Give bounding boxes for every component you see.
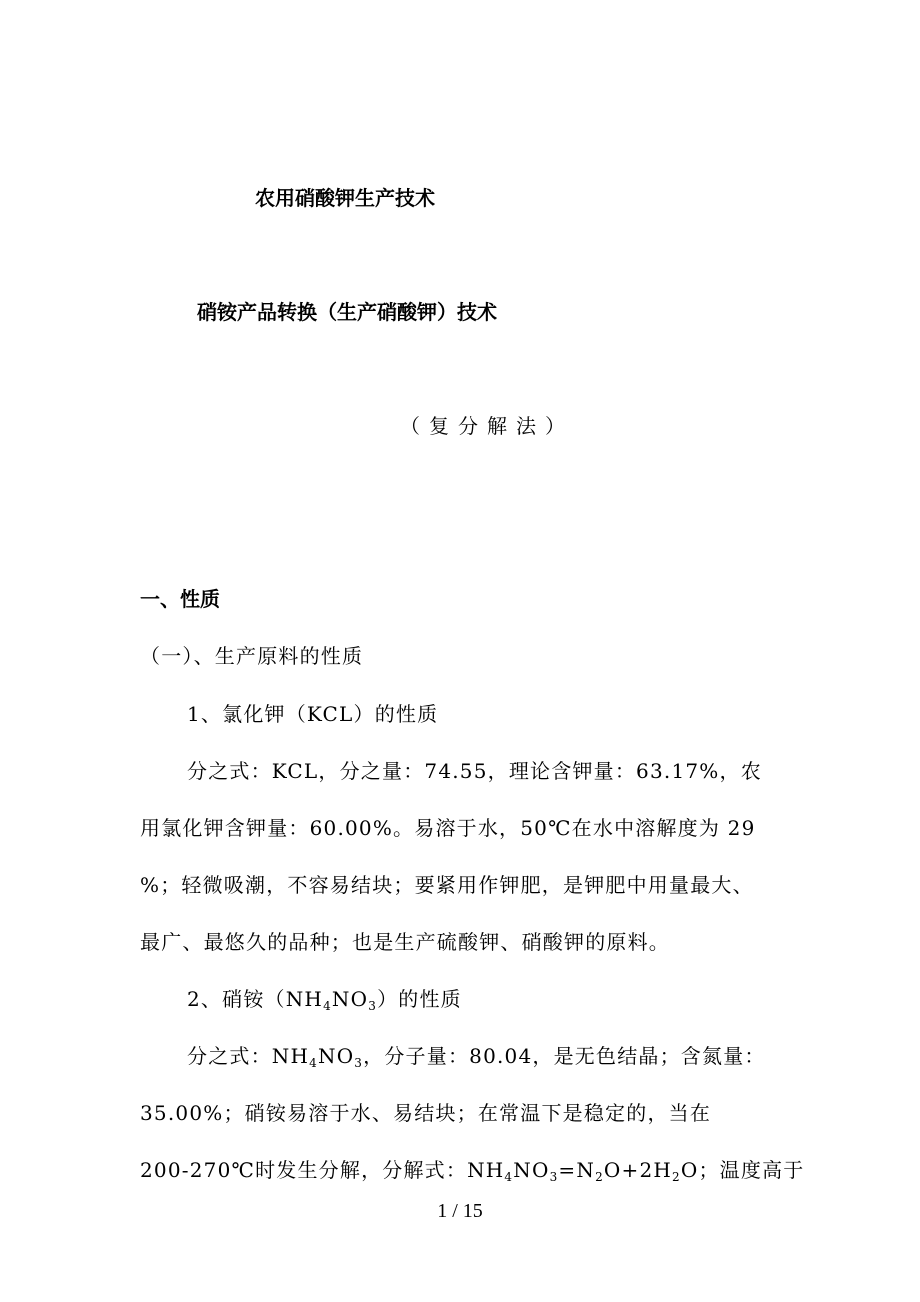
item-2-title: 2、硝铵$(NH_4NO_3)$的性质 (187, 987, 462, 1013)
item-2-paragraph-line-3: 200-270℃时发生分解，分解式：$NH_4NO_3=N_2O+2H_2O$；温度高于 (140, 1158, 805, 1184)
page-number: 1 / 15 (437, 1200, 483, 1222)
subsection-heading: （一）、生产原料的性质 (140, 644, 364, 668)
item-1-paragraph-line-3: %；轻微吸潮，不容易结块；要紧用作钾肥，是钾肥中用量最大、 (140, 873, 754, 897)
item-1-title: 1、氯化钾（KCL）的性质 (187, 702, 439, 726)
item-1-paragraph-line-4: 最广、最悠久的品种；也是生产硫酸钾、硝酸钾的原料。 (140, 930, 670, 954)
method-label: （复分解法） (400, 414, 574, 438)
item-2-paragraph-line-2: 35.00%；硝铵易溶于水、易结块；在常温下是稳定的，当在 (140, 1101, 712, 1125)
item-1-paragraph-line-1: 分之式：KCL，分之量：74.55，理论含钾量：63.17%，农 (187, 759, 762, 783)
item-2-paragraph-line-1: 分之式：$NH_4NO_3$，分子量：80.04，是无色结晶；含氮量： (187, 1044, 766, 1070)
document-subtitle: 硝铵产品转换（生产硝酸钾）技术 (197, 300, 497, 324)
section-heading: 一、性质 (140, 587, 220, 611)
item-1-paragraph-line-2: 用氯化钾含钾量：60.00%。易溶于水，50℃在水中溶解度为 29 (140, 816, 756, 840)
document-title: 农用硝酸钾生产技术 (255, 186, 435, 210)
